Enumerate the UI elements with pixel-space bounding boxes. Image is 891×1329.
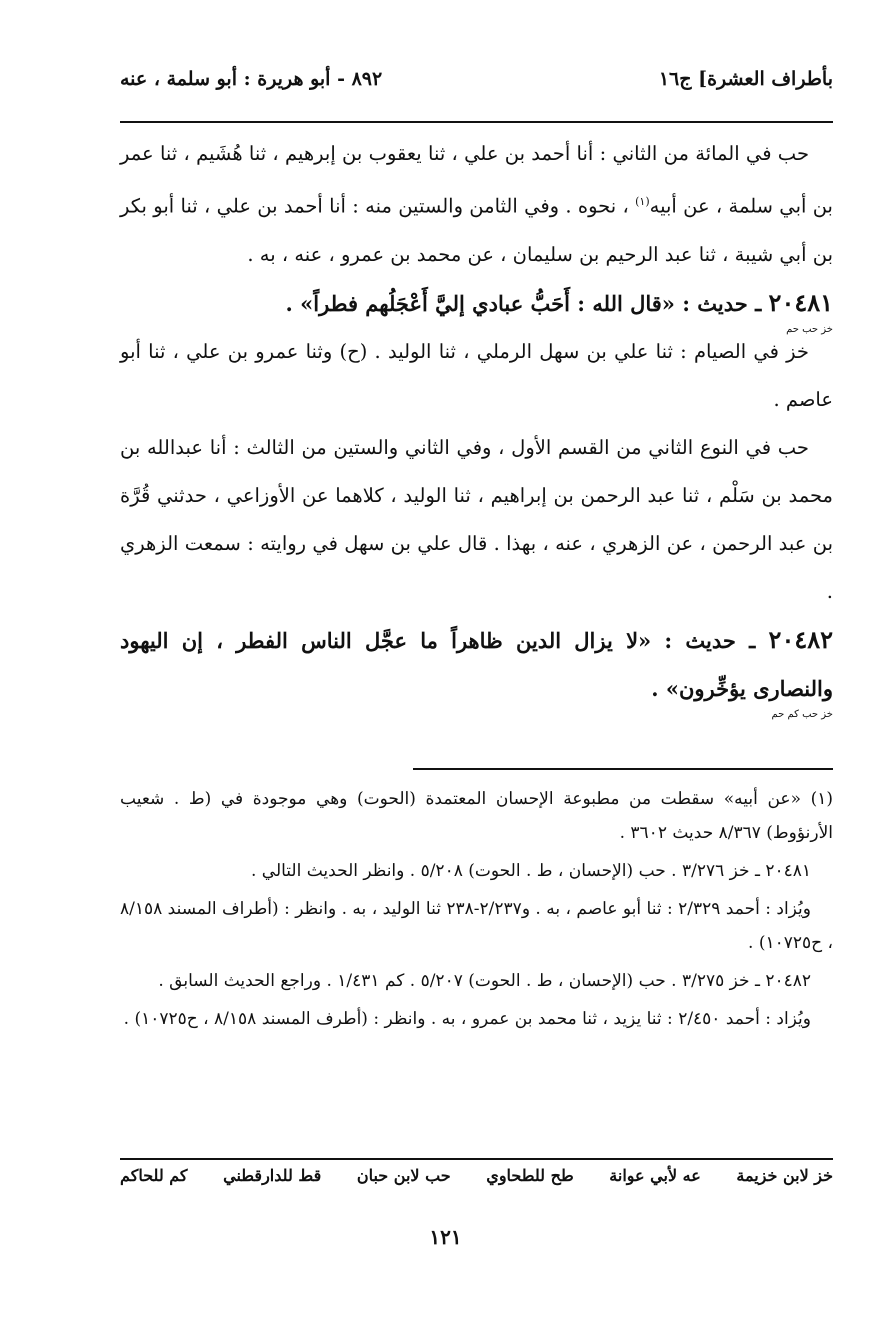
hadith-number: ٢٠٤٨٢ (768, 624, 833, 654)
header-chapter-title: ٨٩٢ - أبو هريرة : أبو سلمة ، عنه (120, 68, 383, 90)
footnote-ref-1[interactable]: (١) (635, 195, 650, 208)
header-volume-title: بأطراف العشرة] ج١٦ (658, 68, 833, 90)
header-rule (120, 121, 833, 123)
hadith-20482 (120, 616, 833, 721)
footnote-rule (413, 768, 833, 770)
hadith-sigla: خز حب حم (786, 323, 833, 335)
footnote-addition-20481: ويُزاد : أحمد ٢/٣٢٩ : ثنا أبو عاصم ، به . و٢/٢٣٧-٢٣٨ ثنا الوليد ، به . وانظر : (أطراف المسند ٨/١٥٨ ، ح١٠٧٢٥) . (120, 899, 833, 953)
paragraph-1-continuation: ، نحوه . وفي الثامن والستين منه : أنا أحمد بن علي ، ثنا أبو بكر بن أبي شيبة ، ثنا عبد الرحيم بن سليمان ، عن محمد بن عمرو ، عنه ، به . (120, 194, 833, 266)
abbr-item: عه لأبي عوانة (609, 1166, 701, 1185)
hadith-number: ٢٠٤٨١ (768, 287, 833, 317)
hadith-text: ـ حديث : «قال الله : أَحَبُّ عبادي إليَّ أَعْجَلُهم فطراً» . (285, 290, 769, 316)
hadith-sigla: خز حب كم حم (771, 708, 833, 720)
footnotes (120, 782, 833, 1040)
paragraph-1 (120, 130, 833, 279)
abbreviations-key (120, 1166, 833, 1198)
paragraph-2: خز في الصيام : ثنا علي بن سهل الرملي ، ثنا الوليد . (ح) وثنا عمرو بن علي ، ثنا أبو عاصم . (120, 339, 833, 411)
footnote-source-20481: ٢٠٤٨١ ـ خز ٣/٢٧٦ . حب (الإحسان ، ط . الحوت) ٥/٢٠٨ . وانظر الحديث التالي . (250, 861, 811, 881)
paragraph-1-text: حب في المائة من الثاني : أنا أحمد بن علي ، ثنا يعقوب بن إبرهيم ، ثنا هُشَيم ، ثنا عمر بن أبي سلمة ، عن أبيه (120, 142, 833, 218)
abbr-item: كم للحاكم (120, 1166, 188, 1185)
paragraph-3: حب في النوع الثاني من القسم الأول ، وفي الثاني والستين من الثالث : أنا عبدالله بن محمد بن سَلْم ، ثنا عبد الرحمن بن إبراهيم ، ثنا الوليد ، كلاهما عن الأوزاعي ، حدثني قُرَّة بن عبد الرحمن ، عن الزهري ، عنه ، بهذا . قال علي بن سهل في روايته : سمعت الزهري . (120, 435, 833, 603)
running-header (120, 62, 833, 96)
abbr-item: قط للدارقطني (223, 1166, 322, 1185)
abbr-item: حب لابن حبان (356, 1166, 451, 1185)
abbr-item: خز لابن خزيمة (736, 1166, 833, 1185)
main-text (120, 130, 833, 720)
footnote-1: (١) «عن أبيه» سقطت من مطبوعة الإحسان المعتمدة (الحوت) وهي موجودة في (ط . شعيب الأرنؤوط) ٨/٣٦٧ حديث ٣٦٠٢ . (120, 789, 833, 843)
abbreviations-rule (120, 1158, 833, 1160)
abbr-item: طح للطحاوي (486, 1166, 574, 1185)
footnote-source-20482: ٢٠٤٨٢ ـ خز ٣/٢٧٥ . حب (الإحسان ، ط . الحوت) ٥/٢٠٧ . كم ١/٤٣١ . وراجع الحديث السابق . (158, 971, 811, 991)
hadith-text: ـ حديث : «لا يزال الدين ظاهراً ما عجَّل الناس الفطر ، إن اليهود والنصارى يؤخِّرون» . (120, 627, 833, 701)
footnote-addition-20482: ويُزاد : أحمد ٢/٤٥٠ : ثنا يزيد ، ثنا محمد بن عمرو ، به . وانظر : (أطرف المسند ٨/١٥٨ ، ح١٠٧٢٥) . (123, 1009, 811, 1029)
page-number: ١٢١ (429, 1225, 462, 1249)
